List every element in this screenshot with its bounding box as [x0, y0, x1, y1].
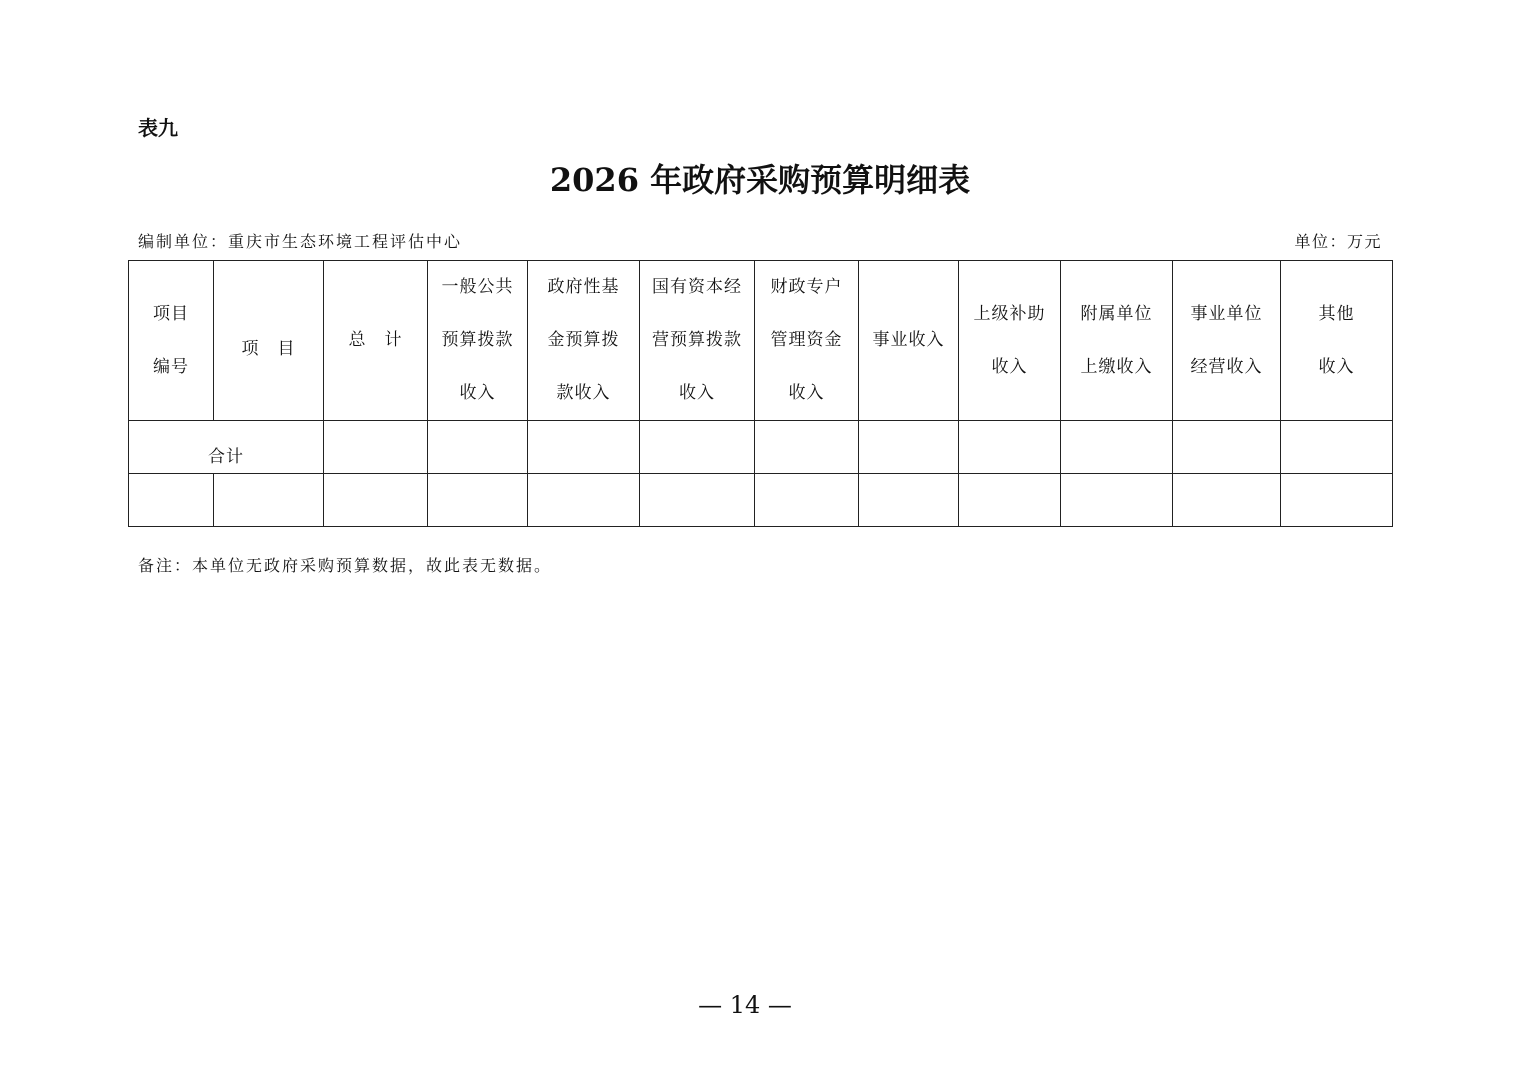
header-line: 事业单位 — [1190, 303, 1263, 324]
header-affiliate-remittance — [1061, 261, 1173, 421]
header-line: 政府性基 — [547, 277, 620, 297]
total-row-label: 合计 — [129, 421, 324, 474]
page-number: — 14 — — [698, 991, 792, 1019]
currency-unit: 单位：万元 — [1294, 232, 1382, 251]
table-cell — [640, 421, 755, 474]
header-line: 经营收入 — [1190, 356, 1263, 377]
header-other-income — [1281, 261, 1393, 421]
header-line: 收入 — [1318, 356, 1355, 377]
table-cell — [1061, 421, 1173, 474]
header-government-fund — [528, 261, 640, 421]
table-cell — [214, 474, 324, 527]
table-cell — [755, 421, 859, 474]
table-cell — [859, 474, 959, 527]
table-cell — [428, 474, 528, 527]
header-line: 预算拨款 — [441, 330, 514, 350]
header-line: 编号 — [153, 356, 189, 377]
header-line: 项 目 — [241, 339, 296, 359]
header-line: 营预算拨款 — [652, 330, 742, 350]
procurement-budget-table — [128, 260, 1393, 527]
header-state-capital — [640, 261, 755, 421]
table-cell — [640, 474, 755, 527]
document-title: 2026 年政府采购预算明细表 — [549, 161, 971, 199]
table-cell — [959, 474, 1061, 527]
header-line: 款收入 — [556, 383, 611, 403]
table-row — [129, 474, 1393, 527]
header-line: 上缴收入 — [1080, 356, 1153, 377]
table-cell — [1061, 474, 1173, 527]
total-row — [129, 421, 1393, 474]
table-cell — [1173, 421, 1281, 474]
header-general-budget — [428, 261, 528, 421]
header-business-income — [1173, 261, 1281, 421]
header-line: 收入 — [788, 383, 825, 403]
table-cell — [528, 474, 640, 527]
header-superior-subsidy — [959, 261, 1061, 421]
header-line: 收入 — [459, 383, 496, 403]
table-cell — [1281, 474, 1393, 527]
table-cell — [959, 421, 1061, 474]
header-line: 其他 — [1318, 303, 1355, 324]
compiling-unit: 编制单位：重庆市生态环境工程评估中心 — [138, 232, 463, 251]
header-line: 管理资金 — [770, 330, 843, 350]
header-special-account — [755, 261, 859, 421]
header-line: 事业收入 — [872, 330, 945, 350]
table-cell — [129, 474, 214, 527]
header-line: 收入 — [679, 383, 715, 403]
header-line: 总 计 — [348, 330, 403, 350]
header-project — [214, 261, 324, 421]
header-line: 附属单位 — [1080, 303, 1153, 324]
table-label: 表九 — [138, 116, 178, 140]
header-project-code — [129, 261, 214, 421]
header-total — [324, 261, 428, 421]
header-line: 上级补助 — [973, 303, 1046, 324]
header-line: 收入 — [991, 356, 1028, 377]
table-note: 备注：本单位无政府采购预算数据，故此表无数据。 — [138, 556, 553, 575]
header-line: 项目 — [153, 303, 189, 324]
header-line: 国有资本经 — [652, 277, 742, 297]
table-cell — [859, 421, 959, 474]
table-cell — [1281, 421, 1393, 474]
table-header-row — [129, 261, 1393, 421]
table-cell — [528, 421, 640, 474]
table-cell — [428, 421, 528, 474]
header-line: 一般公共 — [441, 277, 514, 297]
table-cell — [324, 474, 428, 527]
header-line: 金预算拨 — [547, 330, 620, 350]
table-cell — [755, 474, 859, 527]
header-operating-income — [859, 261, 959, 421]
header-line: 财政专户 — [770, 277, 843, 297]
table-cell — [1173, 474, 1281, 527]
table-cell — [324, 421, 428, 474]
